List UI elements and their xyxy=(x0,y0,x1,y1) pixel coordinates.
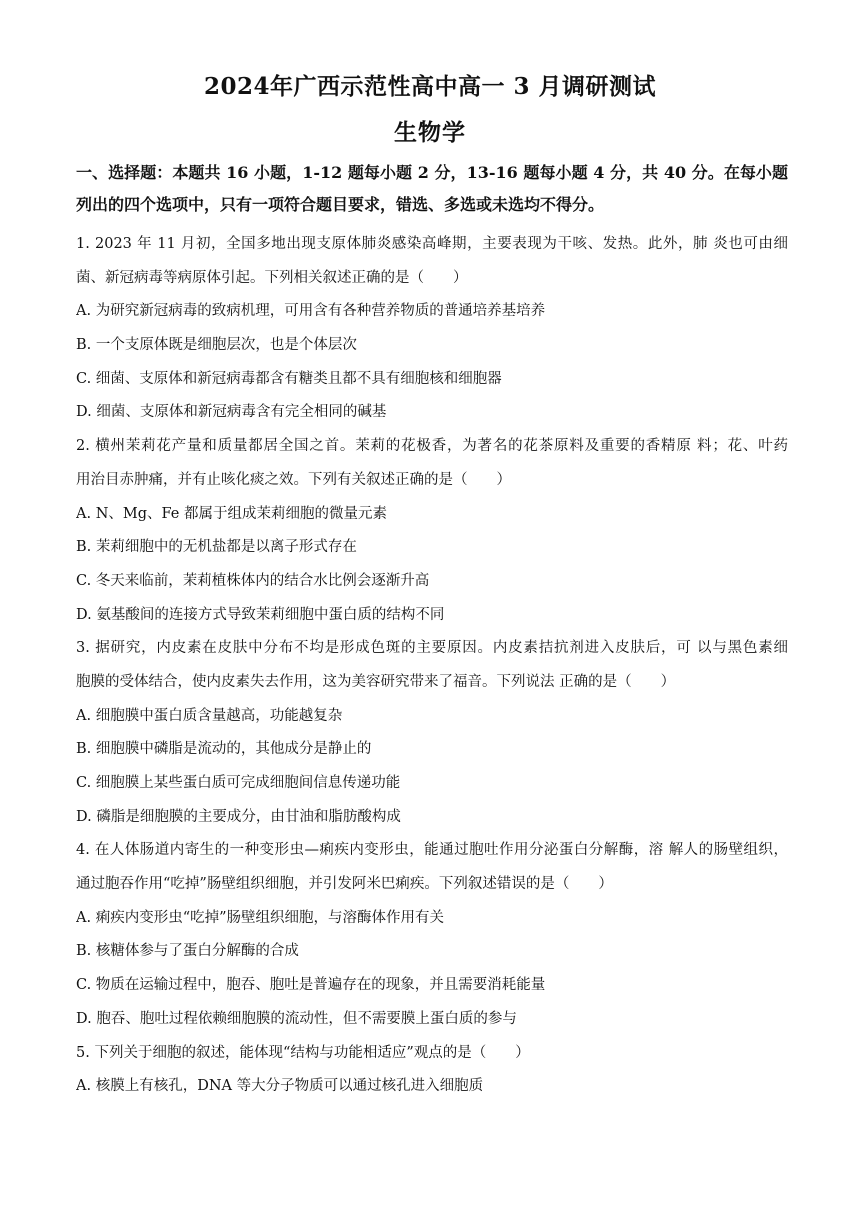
option-d: D. 细菌、支原体和新冠病毒含有完全相同的碱基 xyxy=(76,404,387,421)
question-stem-line: 5. 下列关于细胞的叙述，能体现“结构与功能相适应”观点的是（ ） xyxy=(76,1044,530,1061)
question-stem-line: 1. 2023 年 11 月初，全国多地出现支原体肺炎感染高峰期，主要表现为干咳、发热。此外，肺 炎也可由细 xyxy=(76,236,788,252)
question-stem-line: 4. 在人体肠道内寄生的一种变形虫—痢疾内变形虫，能通过胞吐作用分泌蛋白分解酶，溶 解人的肠壁组织， xyxy=(76,842,788,859)
option-a: A. 核膜上有核孔，DNA 等大分子物质可以通过核孔进入细胞质 xyxy=(76,1078,484,1095)
option-a: A. 痢疾内变形虫“吃掉”肠壁组织细胞，与溶酶体作用有关 xyxy=(76,909,445,926)
exam-subject: 生物学 xyxy=(394,119,466,146)
option-b: B. 核糖体参与了蛋白分解酶的合成 xyxy=(76,943,299,960)
question-2 xyxy=(76,430,788,632)
question-3 xyxy=(76,632,788,834)
option-d: D. 磷脂是细胞膜的主要成分，由甘油和脂肪酸构成 xyxy=(76,808,401,825)
option-d: D. 胞吞、胞吐过程依赖细胞膜的流动性，但不需要膜上蛋白质的参与 xyxy=(76,1010,517,1027)
option-a: A. 为研究新冠病毒的致病机理，可用含有各种营养物质的普通培养基培养 xyxy=(76,303,546,320)
option-c: C. 物质在运输过程中，胞吞、胞吐是普遍存在的现象，并且需要消耗能量 xyxy=(76,977,546,994)
option-c: C. 冬天来临前，茉莉植株体内的结合水比例会逐渐升高 xyxy=(76,572,430,589)
option-c: C. 细菌、支原体和新冠病毒都含有糖类且都不具有细胞核和细胞器 xyxy=(76,370,502,387)
option-b: B. 茉莉细胞中的无机盐都是以离子形式存在 xyxy=(76,539,357,556)
question-1 xyxy=(76,228,788,430)
question-stem-line: 胞膜的受体结合，使内皮素失去作用，这为美容研究带来了福音。下列说法 正确的是（ ） xyxy=(76,673,676,690)
section-line-1: 一、选择题：本题共 16 小题，1-12 题每小题 2 分，13-16 题每小题 4 分，共 40 分。在每小题 xyxy=(76,163,788,182)
question-list xyxy=(76,228,788,1104)
option-b: B. 一个支原体既是细胞层次，也是个体层次 xyxy=(76,337,357,354)
option-a: A. N、Mg、Fe 都属于组成茉莉细胞的微量元素 xyxy=(76,505,387,522)
option-b: B. 细胞膜中磷脂是流动的，其他成分是静止的 xyxy=(76,741,372,758)
section-instructions xyxy=(76,157,788,221)
question-stem-line: 菌、新冠病毒等病原体引起。下列相关叙述正确的是（ ） xyxy=(76,269,468,286)
option-a: A. 细胞膜中蛋白质含量越高，功能越复杂 xyxy=(76,707,343,724)
question-stem-line: 2. 横州茉莉花产量和质量都居全国之首。茉莉的花极香，为著名的花茶原料及重要的香精原 料；花、叶药 xyxy=(76,438,788,455)
section-line-2: 列出的四个选项中，只有一项符合题目要求，错选、多选或未选均不得分。 xyxy=(76,195,605,214)
question-4 xyxy=(76,834,788,1036)
option-d: D. 氨基酸间的连接方式导致茉莉细胞中蛋白质的结构不同 xyxy=(76,606,445,623)
question-stem-line: 通过胞吞作用“吃掉”肠壁组织细胞，并引发阿米巴痢疾。下列叙述错误的是（ ） xyxy=(76,876,613,893)
option-c: C. 细胞膜上某些蛋白质可完成细胞间信息传递功能 xyxy=(76,775,401,791)
exam-title: 2024年广西示范性高中高一 3 月调研测试 xyxy=(203,73,657,100)
question-stem-line: 3. 据研究，内皮素在皮肤中分布不均是形成色斑的主要原因。内皮素拮抗剂进入皮肤后，可 以与黑色素细 xyxy=(76,640,788,657)
question-stem-line: 用治目赤肿痛，并有止咳化痰之效。下列有关叙述正确的是（ ） xyxy=(76,471,511,488)
question-5 xyxy=(76,1037,788,1104)
